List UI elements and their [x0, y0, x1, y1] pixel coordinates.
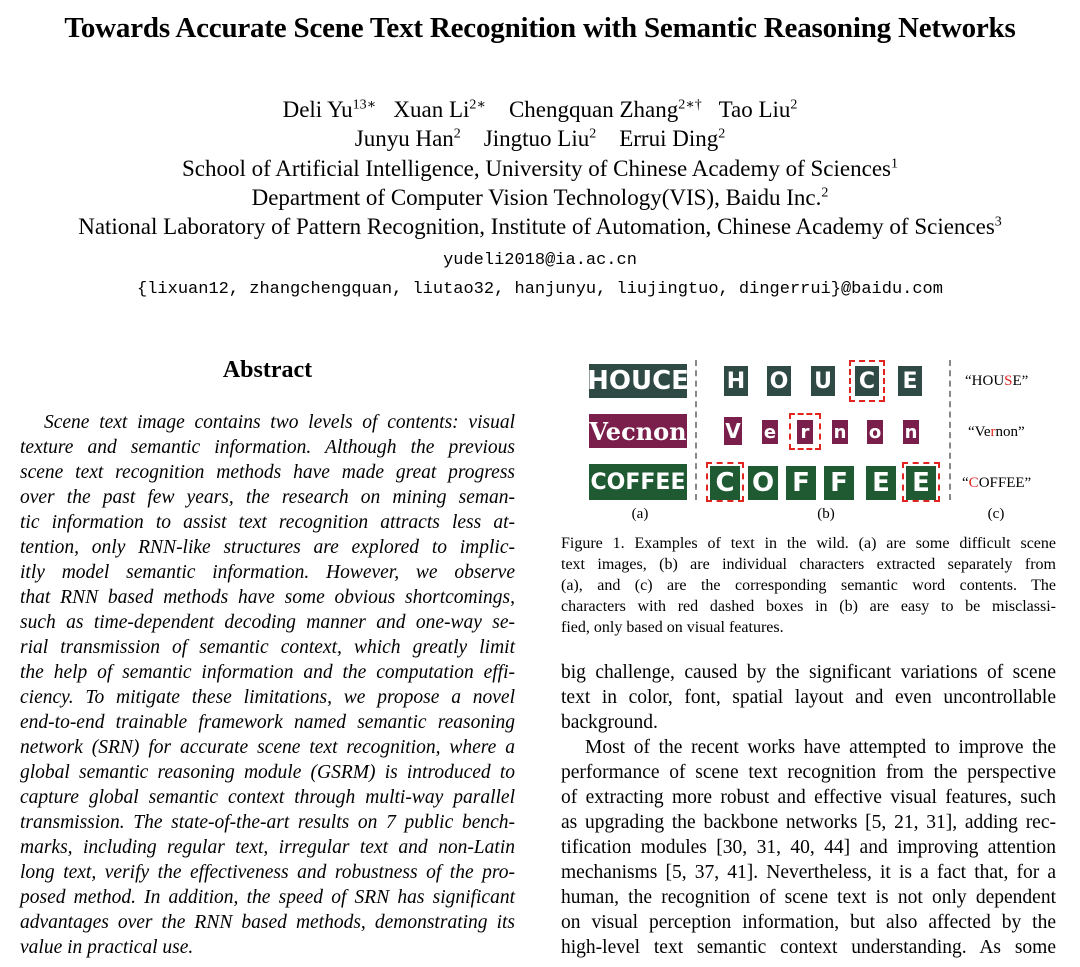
abstract-line: capture global semantic context through multi-way parallel — [20, 787, 515, 808]
abstract-line: value in practical use. — [20, 937, 194, 958]
semantic-word-label: “COFFEE” — [962, 475, 1032, 491]
abstract-line: tic information to assist text recognition attracts less at- — [20, 512, 515, 533]
abstract-line: rial transmission of semantic context, which greatly limit — [20, 637, 515, 658]
semantic-word-label: “HOUSE” — [965, 373, 1029, 389]
body-line: background. — [561, 712, 658, 733]
author: Tao Liu$^2$ — [718, 97, 798, 122]
abstract-line: the help of semantic information and the computation effi- — [20, 662, 515, 683]
figure-divider — [695, 360, 697, 500]
char-image: F — [824, 466, 854, 500]
char-image: O — [748, 466, 778, 500]
abstract-line: end-to-end trainable framework named semantic reasoning — [20, 712, 515, 733]
affiliation-3: National Laboratory of Pattern Recognition, Institute of Automation, Chinese Academy of Sciences$^3$ — [78, 214, 1002, 239]
abstract-line: posed method. In addition, the speed of SRN has significant — [20, 887, 515, 908]
char-image: r — [797, 420, 813, 444]
author: Xuan $Li^{2∗}$ — [393, 97, 486, 122]
authors-line-2 — [0, 126, 1080, 152]
abstract-line: texture and semantic information. Although the previous — [20, 437, 515, 458]
caption-line: fied, only based on visual features. — [561, 619, 784, 636]
body-line: high-level text semantic context understanding. As some — [561, 937, 1056, 958]
semantic-word-label: “Vernon” — [968, 424, 1025, 440]
affiliation-2: Department of Computer Vision Technology(VIS), Baidu Inc.$^2$ — [251, 185, 829, 210]
abstract-line: such as time-dependent decoding manner and one-way se- — [20, 612, 515, 633]
char-image: O — [767, 366, 791, 396]
abstract-line: over the past few years, the research on mining seman- — [20, 487, 515, 508]
email-ia: yudeli2018@ia.ac.cn — [443, 251, 637, 270]
author: Junyu Han$^2$ — [354, 126, 461, 151]
body-line: human, the recognition of scene text is not only dependent — [561, 887, 1056, 908]
subfigure-label-a: (a) — [631, 506, 649, 522]
abstract-line: long text, verify the effectiveness and robustness of the pro- — [20, 862, 515, 883]
abstract-line: itly model semantic information. However, we observe — [20, 562, 515, 583]
char-image: n — [904, 421, 918, 443]
char-image: E — [898, 366, 922, 396]
body-line: of extracting more robust and effective visual features, such — [561, 787, 1056, 808]
body-line: text in color, font, spatial layout and even uncontrollable — [561, 687, 1056, 708]
caption-line: (a), and (c) are the corresponding semantic word contents. The — [561, 577, 1056, 594]
abstract-line: Scene text image contains two levels of contents: visual — [44, 412, 515, 433]
abstract-line: network (SRN) for accurate scene text recognition, where a — [20, 737, 515, 758]
char-image: F — [786, 466, 816, 500]
char-image: U — [811, 366, 835, 396]
abstract-line: global semantic reasoning module (GSRM) is introduced to — [20, 762, 515, 783]
author: Errui Ding$^2$ — [619, 126, 726, 151]
body-line: as upgrading the backbone networks [5, 21, 31], adding rec- — [561, 812, 1056, 833]
body-line: on visual perception information, but also affected by the — [561, 912, 1056, 933]
char-image: E — [906, 466, 936, 500]
abstract-line: ciency. To mitigate these limitations, we propose a novel — [20, 687, 515, 708]
char-image: E — [866, 466, 896, 500]
author: Chengquan Zhang$^{2∗\dagger}$ — [508, 97, 702, 122]
paper-title: Towards Accurate Scene Text Recognition with Semantic Reasoning Networks — [64, 12, 1016, 44]
char-image: H — [724, 366, 748, 396]
author: Deli $Yu^{13∗}$ — [282, 97, 377, 122]
misclassified-box — [789, 413, 821, 450]
subfigure-label-c: (c) — [987, 506, 1005, 522]
body-line: big challenge, caused by the significant variations of scene — [561, 662, 1056, 683]
email-baidu: {lixuan12, zhangchengquan, liutao32, hanjunyu, liujingtuo, dingerrui}@baidu.com — [137, 280, 943, 299]
char-image: n — [833, 421, 847, 443]
subfigure-label-b: (b) — [817, 506, 835, 522]
body-line: mechanisms [5, 37, 41]. Nevertheless, it is a fact that, for a — [561, 862, 1056, 883]
affiliation-1: School of Artificial Intelligence, University of Chinese Academy of Sciences$^1$ — [182, 156, 898, 181]
char-image: e — [763, 421, 777, 443]
misclassified-box — [849, 360, 885, 402]
scene-text-image: HOUCE — [587, 366, 689, 396]
author: Jingtuo Liu$^2$ — [483, 126, 597, 151]
char-image: C — [710, 466, 740, 500]
abstract-line: that RNN based methods have some obvious shortcomings, — [20, 587, 515, 608]
char-image: o — [868, 421, 882, 443]
figure-divider — [949, 360, 951, 500]
abstract-line: advantages over the RNN based methods, demonstrating its — [20, 912, 515, 933]
abstract-line: tention, only RNN-like structures are explored to implic- — [20, 537, 515, 558]
authors-line-1 — [0, 97, 1080, 123]
char-image: V — [725, 419, 741, 443]
body-line: tification modules [30, 31, 40, 44] and improving attention — [561, 837, 1056, 858]
body-line: performance of scene text recognition from the perspective — [561, 762, 1056, 783]
misclassified-box — [706, 462, 744, 502]
abstract-line: scene text recognition methods have made great progress — [20, 462, 515, 483]
misclassified-box — [902, 462, 940, 502]
caption-line: text images, (b) are individual characters extracted separately from — [561, 556, 1056, 573]
scene-text-image: Vecnon — [589, 414, 687, 448]
char-image: C — [855, 366, 879, 396]
abstract-heading: Abstract — [222, 357, 313, 383]
abstract-line: transmission. The state-of-the-art results on 7 public bench- — [20, 812, 515, 833]
caption-line: Figure 1. Examples of text in the wild. (a) are some difficult scene — [561, 535, 1056, 552]
caption-line: characters with red dashed boxes in (b) are easy to be misclassi- — [561, 598, 1056, 615]
abstract-line: marks, including regular text, irregular text and non-Latin — [20, 837, 515, 858]
scene-text-image: COFFEE — [589, 464, 687, 500]
body-line: Most of the recent works have attempted to improve the — [585, 737, 1056, 758]
